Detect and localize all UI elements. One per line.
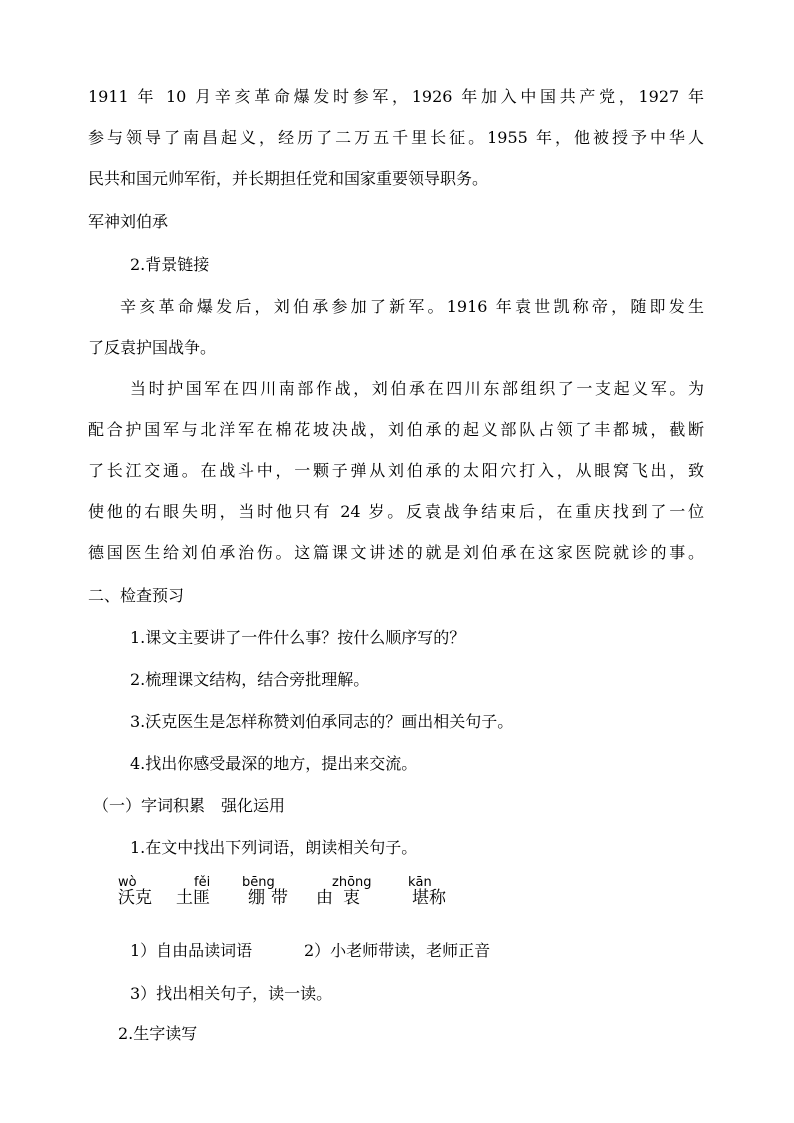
section-heading: 二、检查预习: [88, 586, 185, 605]
subheading: 2.生字读写: [118, 1024, 198, 1043]
pinyin-annotation: kān: [408, 875, 432, 890]
instruction-line: 1.在文中找出下列词语，朗读相关句子。: [130, 838, 418, 857]
step-item: 3）找出相关句子，读一读。: [130, 984, 333, 1003]
vocab-characters: 绷带: [248, 888, 294, 908]
paragraph-line: 参与领导了南昌起义，经历了二万五千里长征。1955 年，他被授予中华人: [88, 128, 704, 147]
paragraph-line: 辛亥革命爆发后，刘伯承参加了新军。1916 年袁世凯称帝，随即发生: [120, 297, 704, 316]
question-item: 2.梳理课文结构，结合旁批理解。: [130, 670, 370, 689]
pinyin-annotation: fěi: [194, 875, 211, 890]
pinyin-annotation: wò: [118, 875, 137, 890]
paragraph-line: 当时护国军在四川南部作战，刘伯承在四川东部组织了一支起义军。为: [130, 379, 704, 398]
pinyin-annotation: bēng: [242, 875, 275, 890]
paragraph-line: 使他的右眼失明，当时他只有 24 岁。反袁战争结束后，在重庆找到了一位: [88, 502, 704, 521]
vocab-characters: 沃克: [118, 888, 152, 908]
question-item: 1.课文主要讲了一件什么事？按什么顺序写的？: [130, 628, 466, 647]
vocab-characters: 土匪: [176, 888, 210, 908]
paragraph-line: 了反袁护国战争。: [88, 338, 217, 357]
question-item: 3.沃克医生是怎样称赞刘伯承同志的？画出相关句子。: [130, 712, 514, 731]
step-item: 2）小老师带读，老师正音: [304, 941, 491, 960]
question-item: 4.找出你感受最深的地方，提出来交流。: [130, 754, 418, 773]
subsection-heading: （一）字词积累 强化运用: [93, 796, 286, 815]
paragraph-line: 1911 年 10 月辛亥革命爆发时参军，1926 年加入中国共产党，1927 年: [88, 87, 704, 106]
paragraph-line: 德国医生给刘伯承治伤。这篇课文讲述的就是刘伯承在这家医院就诊的事。: [88, 543, 704, 562]
vocab-characters: 由衷: [316, 888, 370, 908]
section-label: 军神刘伯承: [88, 212, 169, 231]
step-item: 1）自由品读词语: [130, 941, 253, 960]
paragraph-line: 民共和国元帅军衔，并长期担任党和国家重要领导职务。: [88, 169, 489, 188]
pinyin-annotation: zhōng: [332, 875, 372, 890]
vocab-characters: 堪称: [412, 888, 446, 908]
vocabulary-row: [118, 876, 518, 916]
paragraph-line: 了长江交通。在战斗中，一颗子弹从刘伯承的太阳穴打入，从眼窝飞出，致: [88, 461, 704, 480]
paragraph-line: 配合护国军与北洋军在棉花坡决战，刘伯承的起义部队占领了丰都城，截断: [88, 420, 704, 439]
subheading: 2.背景链接: [130, 255, 210, 274]
